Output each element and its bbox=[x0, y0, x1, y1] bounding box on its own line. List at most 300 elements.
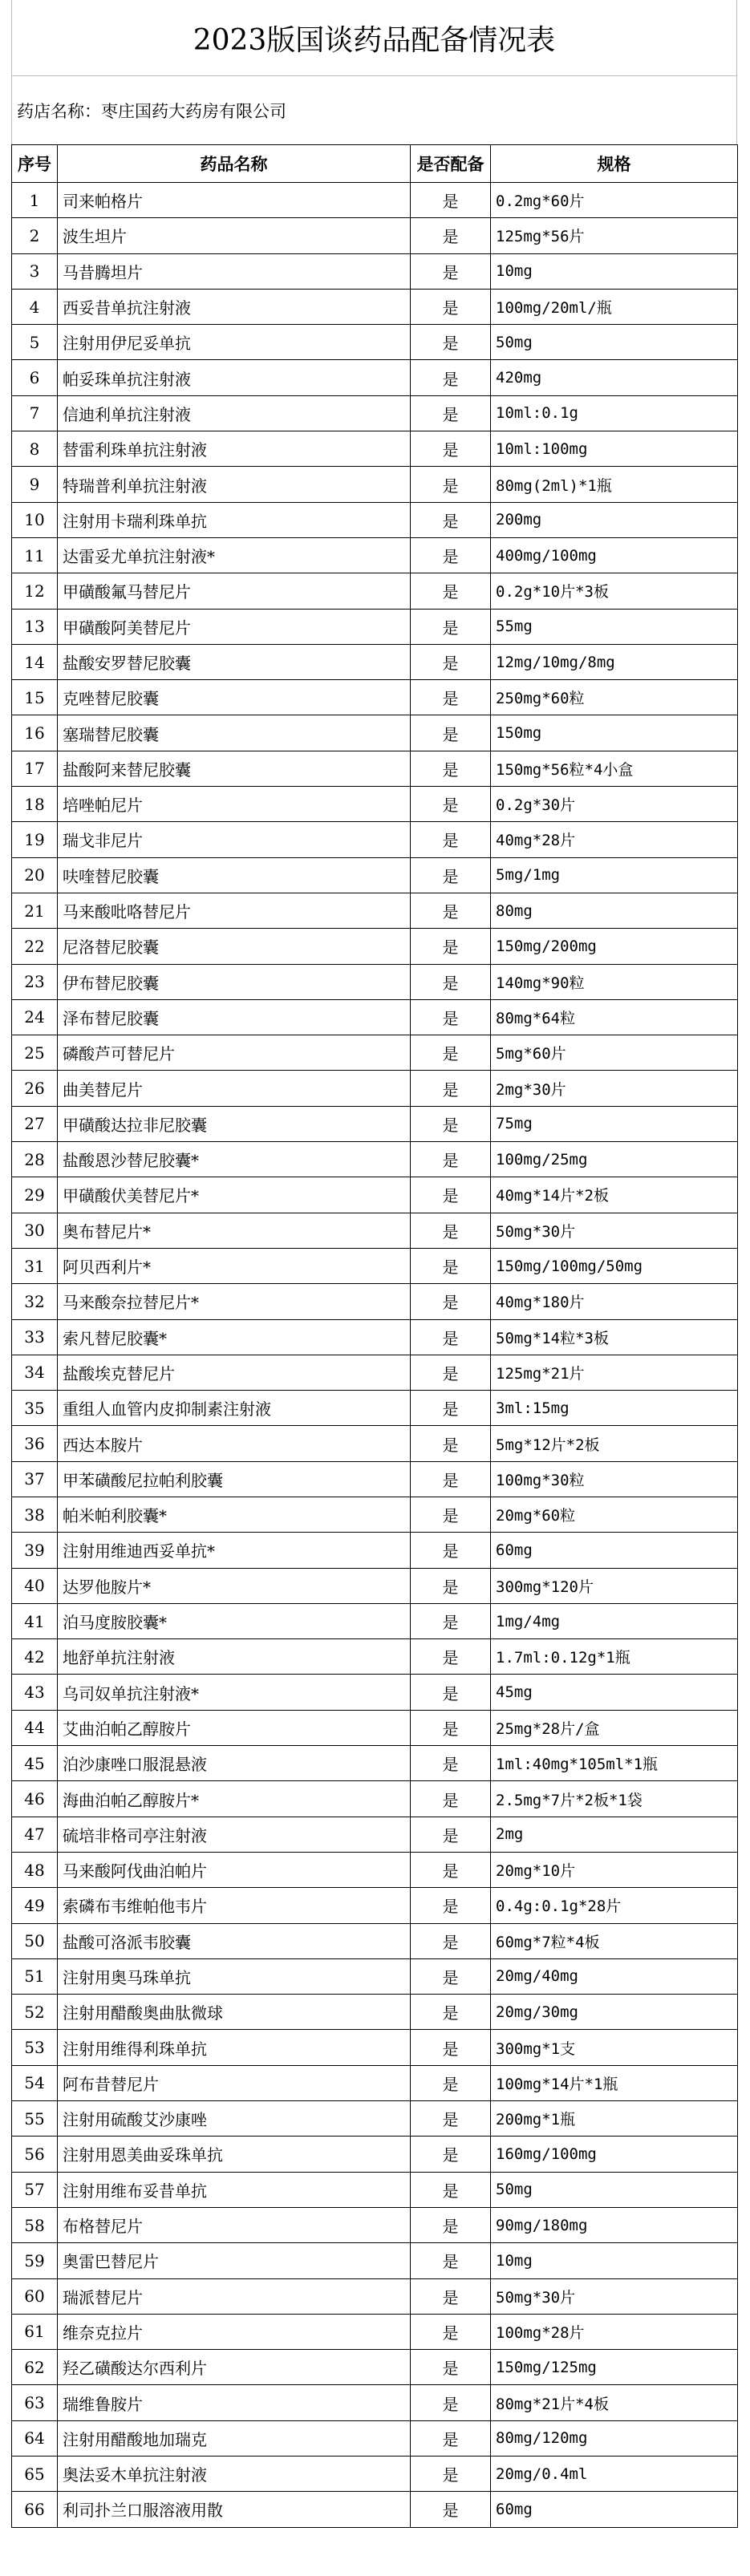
table-header-row bbox=[12, 145, 738, 183]
cell-index: 10 bbox=[12, 502, 58, 537]
cell-index: 21 bbox=[12, 893, 58, 928]
cell-stocked: 是 bbox=[411, 2172, 491, 2207]
table-row bbox=[12, 537, 738, 573]
cell-index: 59 bbox=[12, 2243, 58, 2278]
table-row bbox=[12, 2278, 738, 2314]
cell-stocked: 是 bbox=[411, 715, 491, 751]
cell-drug-name: 西达本胺片 bbox=[58, 1426, 411, 1461]
cell-spec: 40mg*180片 bbox=[491, 1284, 738, 1319]
cell-stocked: 是 bbox=[411, 2137, 491, 2172]
cell-stocked: 是 bbox=[411, 1248, 491, 1283]
table-row bbox=[12, 1533, 738, 1568]
table-row bbox=[12, 751, 738, 786]
cell-spec: 60mg bbox=[491, 1533, 738, 1568]
cell-index: 35 bbox=[12, 1391, 58, 1426]
cell-drug-name: 替雷利珠单抗注射液 bbox=[58, 431, 411, 467]
cell-drug-name: 培唑帕尼片 bbox=[58, 787, 411, 822]
cell-spec: 125mg*21片 bbox=[491, 1355, 738, 1390]
cell-stocked: 是 bbox=[411, 1675, 491, 1710]
cell-drug-name: 伊布替尼胶囊 bbox=[58, 964, 411, 999]
cell-stocked: 是 bbox=[411, 1746, 491, 1781]
cell-drug-name: 泊沙康唑口服混悬液 bbox=[58, 1746, 411, 1781]
cell-drug-name: 克唑替尼胶囊 bbox=[58, 680, 411, 715]
cell-spec: 0.2g*30片 bbox=[491, 787, 738, 822]
cell-stocked: 是 bbox=[411, 1568, 491, 1603]
table-row bbox=[12, 2172, 738, 2207]
cell-stocked: 是 bbox=[411, 431, 491, 467]
cell-stocked: 是 bbox=[411, 1533, 491, 1568]
cell-stocked: 是 bbox=[411, 1995, 491, 2030]
table-row bbox=[12, 1888, 738, 1923]
table-row bbox=[12, 2243, 738, 2278]
cell-spec: 60mg bbox=[491, 2492, 738, 2527]
cell-drug-name: 帕米帕利胶囊* bbox=[58, 1497, 411, 1532]
table-row bbox=[12, 1248, 738, 1283]
cell-index: 48 bbox=[12, 1852, 58, 1887]
cell-stocked: 是 bbox=[411, 1391, 491, 1426]
cell-drug-name: 奥布替尼片* bbox=[58, 1213, 411, 1248]
cell-drug-name: 注射用维得利珠单抗 bbox=[58, 2030, 411, 2065]
cell-index: 41 bbox=[12, 1603, 58, 1638]
table-row bbox=[12, 822, 738, 857]
cell-spec: 2.5mg*7片*2板*1袋 bbox=[491, 1781, 738, 1817]
table-row bbox=[12, 893, 738, 928]
cell-stocked: 是 bbox=[411, 1142, 491, 1177]
table-row bbox=[12, 1995, 738, 2030]
cell-drug-name: 地舒单抗注射液 bbox=[58, 1639, 411, 1675]
header-index: 序号 bbox=[12, 145, 58, 183]
cell-drug-name: 达罗他胺片* bbox=[58, 1568, 411, 1603]
table-row bbox=[12, 1391, 738, 1426]
cell-index: 3 bbox=[12, 253, 58, 289]
cell-stocked: 是 bbox=[411, 2314, 491, 2349]
cell-drug-name: 瑞戈非尼片 bbox=[58, 822, 411, 857]
cell-stocked: 是 bbox=[411, 1710, 491, 1745]
table-row bbox=[12, 1675, 738, 1710]
cell-stocked: 是 bbox=[411, 822, 491, 857]
cell-stocked: 是 bbox=[411, 2457, 491, 2492]
cell-stocked: 是 bbox=[411, 1355, 491, 1390]
cell-spec: 90mg/180mg bbox=[491, 2207, 738, 2242]
page-title: 2023版国谈药品配备情况表 bbox=[11, 0, 737, 75]
cell-spec: 100mg/20ml/瓶 bbox=[491, 289, 738, 324]
cell-index: 50 bbox=[12, 1923, 58, 1958]
cell-index: 18 bbox=[12, 787, 58, 822]
cell-index: 17 bbox=[12, 751, 58, 786]
table-row bbox=[12, 1781, 738, 1817]
cell-drug-name: 注射用维布妥昔单抗 bbox=[58, 2172, 411, 2207]
cell-stocked: 是 bbox=[411, 1426, 491, 1461]
cell-stocked: 是 bbox=[411, 183, 491, 218]
cell-index: 4 bbox=[12, 289, 58, 324]
table-row bbox=[12, 1355, 738, 1390]
cell-stocked: 是 bbox=[411, 1106, 491, 1141]
table-row bbox=[12, 680, 738, 715]
cell-spec: 50mg*30片 bbox=[491, 2278, 738, 2314]
cell-drug-name: 甲磺酸伏美替尼片* bbox=[58, 1177, 411, 1213]
cell-index: 22 bbox=[12, 929, 58, 964]
cell-spec: 5mg*60片 bbox=[491, 1035, 738, 1071]
cell-index: 62 bbox=[12, 2350, 58, 2385]
cell-index: 30 bbox=[12, 1213, 58, 1248]
table-row bbox=[12, 1497, 738, 1532]
cell-index: 43 bbox=[12, 1675, 58, 1710]
cell-drug-name: 曲美替尼片 bbox=[58, 1071, 411, 1106]
cell-spec: 20mg*10片 bbox=[491, 1852, 738, 1887]
cell-drug-name: 马昔腾坦片 bbox=[58, 253, 411, 289]
cell-spec: 100mg*14片*1瓶 bbox=[491, 2065, 738, 2100]
cell-spec: 100mg*30粒 bbox=[491, 1461, 738, 1497]
cell-index: 36 bbox=[12, 1426, 58, 1461]
cell-stocked: 是 bbox=[411, 1461, 491, 1497]
cell-drug-name: 盐酸安罗替尼胶囊 bbox=[58, 644, 411, 679]
cell-drug-name: 海曲泊帕乙醇胺片* bbox=[58, 1781, 411, 1817]
table-row bbox=[12, 2492, 738, 2527]
cell-stocked: 是 bbox=[411, 1923, 491, 1958]
cell-drug-name: 甲苯磺酸尼拉帕利胶囊 bbox=[58, 1461, 411, 1497]
cell-drug-name: 泽布替尼胶囊 bbox=[58, 999, 411, 1035]
cell-stocked: 是 bbox=[411, 1319, 491, 1355]
cell-spec: 12mg/10mg/8mg bbox=[491, 644, 738, 679]
cell-index: 2 bbox=[12, 218, 58, 253]
cell-index: 29 bbox=[12, 1177, 58, 1213]
table-row bbox=[12, 253, 738, 289]
cell-spec: 25mg*28片/盒 bbox=[491, 1710, 738, 1745]
cell-index: 1 bbox=[12, 183, 58, 218]
cell-drug-name: 索凡替尼胶囊* bbox=[58, 1319, 411, 1355]
cell-stocked: 是 bbox=[411, 1958, 491, 1994]
cell-spec: 150mg bbox=[491, 715, 738, 751]
cell-drug-name: 司来帕格片 bbox=[58, 183, 411, 218]
cell-stocked: 是 bbox=[411, 929, 491, 964]
table-row bbox=[12, 2457, 738, 2492]
cell-stocked: 是 bbox=[411, 2243, 491, 2278]
cell-index: 40 bbox=[12, 1568, 58, 1603]
table-row bbox=[12, 1106, 738, 1141]
cell-stocked: 是 bbox=[411, 1071, 491, 1106]
cell-spec: 1.7ml:0.12g*1瓶 bbox=[491, 1639, 738, 1675]
header-spec: 规格 bbox=[491, 145, 738, 183]
cell-spec: 1ml:40mg*105ml*1瓶 bbox=[491, 1746, 738, 1781]
table-row bbox=[12, 1603, 738, 1638]
table-row bbox=[12, 999, 738, 1035]
cell-stocked: 是 bbox=[411, 395, 491, 431]
cell-drug-name: 盐酸阿来替尼胶囊 bbox=[58, 751, 411, 786]
cell-drug-name: 维奈克拉片 bbox=[58, 2314, 411, 2349]
cell-index: 45 bbox=[12, 1746, 58, 1781]
cell-index: 14 bbox=[12, 644, 58, 679]
table-row bbox=[12, 1639, 738, 1675]
cell-drug-name: 盐酸可洛派韦胶囊 bbox=[58, 1923, 411, 1958]
cell-drug-name: 西妥昔单抗注射液 bbox=[58, 289, 411, 324]
cell-index: 15 bbox=[12, 680, 58, 715]
table-row bbox=[12, 1958, 738, 1994]
cell-index: 56 bbox=[12, 2137, 58, 2172]
cell-index: 32 bbox=[12, 1284, 58, 1319]
table-row bbox=[12, 1923, 738, 1958]
cell-drug-name: 马来酸阿伐曲泊帕片 bbox=[58, 1852, 411, 1887]
cell-spec: 0.4g:0.1g*28片 bbox=[491, 1888, 738, 1923]
cell-index: 6 bbox=[12, 360, 58, 395]
cell-index: 63 bbox=[12, 2385, 58, 2420]
cell-drug-name: 呋喹替尼胶囊 bbox=[58, 857, 411, 893]
table-row bbox=[12, 395, 738, 431]
cell-stocked: 是 bbox=[411, 1781, 491, 1817]
table-row bbox=[12, 1213, 738, 1248]
cell-index: 42 bbox=[12, 1639, 58, 1675]
cell-spec: 80mg/120mg bbox=[491, 2420, 738, 2456]
cell-drug-name: 注射用醋酸地加瑞克 bbox=[58, 2420, 411, 2456]
cell-spec: 160mg/100mg bbox=[491, 2137, 738, 2172]
table-row bbox=[12, 2101, 738, 2137]
cell-stocked: 是 bbox=[411, 1497, 491, 1532]
cell-stocked: 是 bbox=[411, 573, 491, 609]
cell-stocked: 是 bbox=[411, 2385, 491, 2420]
cell-spec: 75mg bbox=[491, 1106, 738, 1141]
cell-spec: 5mg*12片*2板 bbox=[491, 1426, 738, 1461]
spreadsheet bbox=[11, 0, 737, 2528]
cell-stocked: 是 bbox=[411, 2420, 491, 2456]
cell-stocked: 是 bbox=[411, 360, 491, 395]
cell-spec: 10ml:100mg bbox=[491, 431, 738, 467]
table-row bbox=[12, 1142, 738, 1177]
table-row bbox=[12, 787, 738, 822]
cell-stocked: 是 bbox=[411, 1852, 491, 1887]
table-body bbox=[12, 183, 738, 2528]
cell-index: 33 bbox=[12, 1319, 58, 1355]
cell-index: 38 bbox=[12, 1497, 58, 1532]
cell-stocked: 是 bbox=[411, 325, 491, 360]
table-row bbox=[12, 467, 738, 502]
cell-drug-name: 尼洛替尼胶囊 bbox=[58, 929, 411, 964]
table-row bbox=[12, 1710, 738, 1745]
cell-index: 60 bbox=[12, 2278, 58, 2314]
cell-drug-name: 注射用维迪西妥单抗* bbox=[58, 1533, 411, 1568]
table-row bbox=[12, 2065, 738, 2100]
cell-index: 49 bbox=[12, 1888, 58, 1923]
cell-drug-name: 瑞派替尼片 bbox=[58, 2278, 411, 2314]
table-row bbox=[12, 1461, 738, 1497]
cell-stocked: 是 bbox=[411, 857, 491, 893]
cell-index: 39 bbox=[12, 1533, 58, 1568]
cell-stocked: 是 bbox=[411, 751, 491, 786]
table-row bbox=[12, 360, 738, 395]
table-row bbox=[12, 1426, 738, 1461]
cell-stocked: 是 bbox=[411, 999, 491, 1035]
cell-stocked: 是 bbox=[411, 1177, 491, 1213]
cell-drug-name: 信迪利单抗注射液 bbox=[58, 395, 411, 431]
cell-spec: 60mg*7粒*4板 bbox=[491, 1923, 738, 1958]
cell-spec: 150mg/100mg/50mg bbox=[491, 1248, 738, 1283]
cell-spec: 20mg*60粒 bbox=[491, 1497, 738, 1532]
table-row bbox=[12, 325, 738, 360]
cell-spec: 10mg bbox=[491, 253, 738, 289]
cell-spec: 200mg*1瓶 bbox=[491, 2101, 738, 2137]
cell-index: 66 bbox=[12, 2492, 58, 2527]
cell-spec: 50mg bbox=[491, 325, 738, 360]
cell-spec: 250mg*60粒 bbox=[491, 680, 738, 715]
cell-drug-name: 盐酸恩沙替尼胶囊* bbox=[58, 1142, 411, 1177]
table-row bbox=[12, 502, 738, 537]
cell-drug-name: 奥法妥木单抗注射液 bbox=[58, 2457, 411, 2492]
cell-index: 57 bbox=[12, 2172, 58, 2207]
cell-stocked: 是 bbox=[411, 1035, 491, 1071]
cell-index: 12 bbox=[12, 573, 58, 609]
cell-spec: 300mg*1支 bbox=[491, 2030, 738, 2065]
table-row bbox=[12, 1852, 738, 1887]
table-row bbox=[12, 2314, 738, 2349]
cell-drug-name: 注射用恩美曲妥珠单抗 bbox=[58, 2137, 411, 2172]
cell-drug-name: 阿布昔替尼片 bbox=[58, 2065, 411, 2100]
cell-stocked: 是 bbox=[411, 2101, 491, 2137]
cell-stocked: 是 bbox=[411, 2030, 491, 2065]
table-row bbox=[12, 1071, 738, 1106]
cell-index: 52 bbox=[12, 1995, 58, 2030]
store-label: 药店名称： bbox=[17, 101, 101, 121]
cell-index: 7 bbox=[12, 395, 58, 431]
cell-drug-name: 甲磺酸阿美替尼片 bbox=[58, 609, 411, 644]
table-row bbox=[12, 929, 738, 964]
cell-stocked: 是 bbox=[411, 893, 491, 928]
cell-index: 16 bbox=[12, 715, 58, 751]
cell-drug-name: 马来酸奈拉替尼片* bbox=[58, 1284, 411, 1319]
cell-index: 58 bbox=[12, 2207, 58, 2242]
cell-spec: 400mg/100mg bbox=[491, 537, 738, 573]
cell-index: 19 bbox=[12, 822, 58, 857]
cell-index: 46 bbox=[12, 1781, 58, 1817]
cell-drug-name: 泊马度胺胶囊* bbox=[58, 1603, 411, 1638]
cell-spec: 125mg*56片 bbox=[491, 218, 738, 253]
cell-index: 34 bbox=[12, 1355, 58, 1390]
cell-index: 25 bbox=[12, 1035, 58, 1071]
cell-spec: 1mg/4mg bbox=[491, 1603, 738, 1638]
table-row bbox=[12, 2385, 738, 2420]
cell-drug-name: 注射用奥马珠单抗 bbox=[58, 1958, 411, 1994]
cell-index: 8 bbox=[12, 431, 58, 467]
cell-stocked: 是 bbox=[411, 2278, 491, 2314]
table-row bbox=[12, 1319, 738, 1355]
table-row bbox=[12, 431, 738, 467]
table-row bbox=[12, 2207, 738, 2242]
cell-index: 20 bbox=[12, 857, 58, 893]
table-row bbox=[12, 715, 738, 751]
cell-spec: 150mg/125mg bbox=[491, 2350, 738, 2385]
cell-drug-name: 布格替尼片 bbox=[58, 2207, 411, 2242]
cell-drug-name: 甲磺酸氟马替尼片 bbox=[58, 573, 411, 609]
cell-index: 31 bbox=[12, 1248, 58, 1283]
header-stocked: 是否配备 bbox=[411, 145, 491, 183]
cell-drug-name: 波生坦片 bbox=[58, 218, 411, 253]
cell-drug-name: 乌司奴单抗注射液* bbox=[58, 1675, 411, 1710]
table-row bbox=[12, 1817, 738, 1852]
cell-stocked: 是 bbox=[411, 680, 491, 715]
cell-index: 23 bbox=[12, 964, 58, 999]
cell-spec: 3ml:15mg bbox=[491, 1391, 738, 1426]
table-row bbox=[12, 1284, 738, 1319]
cell-drug-name: 马来酸吡咯替尼片 bbox=[58, 893, 411, 928]
cell-stocked: 是 bbox=[411, 609, 491, 644]
cell-spec: 100mg/25mg bbox=[491, 1142, 738, 1177]
cell-index: 11 bbox=[12, 537, 58, 573]
cell-index: 54 bbox=[12, 2065, 58, 2100]
cell-spec: 55mg bbox=[491, 609, 738, 644]
cell-drug-name: 奥雷巴替尼片 bbox=[58, 2243, 411, 2278]
table-row bbox=[12, 857, 738, 893]
cell-drug-name: 注射用醋酸奥曲肽微球 bbox=[58, 1995, 411, 2030]
cell-drug-name: 塞瑞替尼胶囊 bbox=[58, 715, 411, 751]
table-row bbox=[12, 183, 738, 218]
cell-drug-name: 利司扑兰口服溶液用散 bbox=[58, 2492, 411, 2527]
cell-drug-name: 帕妥珠单抗注射液 bbox=[58, 360, 411, 395]
cell-index: 61 bbox=[12, 2314, 58, 2349]
cell-index: 55 bbox=[12, 2101, 58, 2137]
cell-index: 65 bbox=[12, 2457, 58, 2492]
table-row bbox=[12, 609, 738, 644]
cell-stocked: 是 bbox=[411, 218, 491, 253]
cell-index: 44 bbox=[12, 1710, 58, 1745]
cell-stocked: 是 bbox=[411, 1603, 491, 1638]
header-drug-name: 药品名称 bbox=[58, 145, 411, 183]
cell-index: 53 bbox=[12, 2030, 58, 2065]
drug-table bbox=[11, 144, 738, 2528]
cell-index: 64 bbox=[12, 2420, 58, 2456]
cell-stocked: 是 bbox=[411, 2207, 491, 2242]
cell-spec: 0.2g*10片*3板 bbox=[491, 573, 738, 609]
cell-index: 27 bbox=[12, 1106, 58, 1141]
cell-spec: 40mg*28片 bbox=[491, 822, 738, 857]
cell-spec: 80mg(2ml)*1瓶 bbox=[491, 467, 738, 502]
table-row bbox=[12, 2420, 738, 2456]
cell-spec: 2mg*30片 bbox=[491, 1071, 738, 1106]
cell-spec: 2mg bbox=[491, 1817, 738, 1852]
cell-stocked: 是 bbox=[411, 467, 491, 502]
cell-drug-name: 甲磺酸达拉非尼胶囊 bbox=[58, 1106, 411, 1141]
cell-index: 5 bbox=[12, 325, 58, 360]
cell-stocked: 是 bbox=[411, 1888, 491, 1923]
table-row bbox=[12, 2030, 738, 2065]
cell-index: 51 bbox=[12, 1958, 58, 1994]
cell-index: 13 bbox=[12, 609, 58, 644]
cell-stocked: 是 bbox=[411, 2350, 491, 2385]
cell-drug-name: 瑞维鲁胺片 bbox=[58, 2385, 411, 2420]
cell-stocked: 是 bbox=[411, 1213, 491, 1248]
cell-spec: 140mg*90粒 bbox=[491, 964, 738, 999]
cell-stocked: 是 bbox=[411, 253, 491, 289]
cell-index: 24 bbox=[12, 999, 58, 1035]
cell-spec: 5mg/1mg bbox=[491, 857, 738, 893]
cell-stocked: 是 bbox=[411, 2065, 491, 2100]
cell-index: 9 bbox=[12, 467, 58, 502]
cell-drug-name: 注射用卡瑞利珠单抗 bbox=[58, 502, 411, 537]
cell-drug-name: 特瑞普利单抗注射液 bbox=[58, 467, 411, 502]
cell-spec: 20mg/30mg bbox=[491, 1995, 738, 2030]
cell-spec: 10mg bbox=[491, 2243, 738, 2278]
cell-stocked: 是 bbox=[411, 644, 491, 679]
table-row bbox=[12, 964, 738, 999]
cell-drug-name: 注射用硫酸艾沙康唑 bbox=[58, 2101, 411, 2137]
cell-drug-name: 磷酸芦可替尼片 bbox=[58, 1035, 411, 1071]
cell-spec: 300mg*120片 bbox=[491, 1568, 738, 1603]
cell-stocked: 是 bbox=[411, 502, 491, 537]
table-row bbox=[12, 218, 738, 253]
cell-drug-name: 索磷布韦维帕他韦片 bbox=[58, 1888, 411, 1923]
cell-spec: 420mg bbox=[491, 360, 738, 395]
table-row bbox=[12, 644, 738, 679]
cell-spec: 200mg bbox=[491, 502, 738, 537]
cell-drug-name: 重组人血管内皮抑制素注射液 bbox=[58, 1391, 411, 1426]
cell-drug-name: 硫培非格司亭注射液 bbox=[58, 1817, 411, 1852]
cell-stocked: 是 bbox=[411, 1639, 491, 1675]
